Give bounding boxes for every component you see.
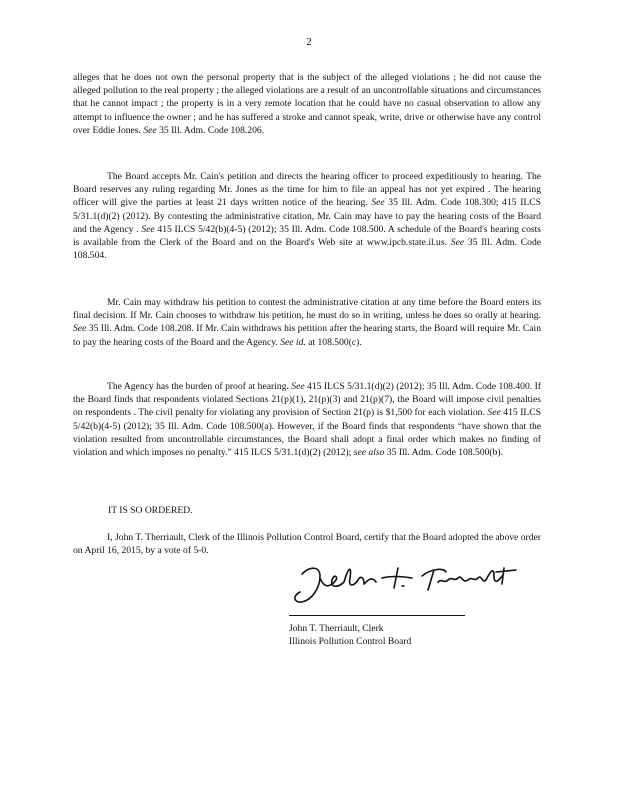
citation-signal: See bbox=[73, 323, 87, 335]
signature-line bbox=[289, 615, 465, 616]
certification-paragraph: I, John T. Therriault, Clerk of the Illinois Pollution Control Board, certify that the Board adopted the above order on April 16, 2015, by a vote of 5-0. bbox=[73, 532, 541, 557]
citation-signal: See id. bbox=[280, 336, 306, 348]
handwritten-signature bbox=[290, 558, 540, 608]
paragraph-text: Mr. Cain may withdraw his petition to contest the administrative citation at any time before the Board enters its final decision. If Mr. Cain chooses to withdraw his petition, he must do so in writing, unless he does so orally at hearing. bbox=[73, 297, 541, 322]
order-statement: IT IS SO ORDERED. bbox=[108, 505, 193, 516]
paragraph-text: 35 Ill. Adm. Code 108.208. If Mr. Cain withdraws his petition after the hearing starts, the Board will require Mr. Cain to pay the hearing costs of the Board and the Agency. bbox=[73, 323, 541, 348]
paragraph-text: 415 ILCS 5/42(b)(4-5) (2012); 35 Ill. Adm. Code 108.500. A schedule of the Board's hearing costs is available from the Clerk of the Board and on the Board's Web site at www.ipcb.state.il.us. bbox=[73, 223, 541, 249]
paragraph-burden-of-proof bbox=[73, 380, 541, 459]
paragraph-text: alleges that he does not own the personal property that is the subject of the alleged violations ; he did not cause the alleged pollution to the real property ; the alleged violations are a result of an uncontrollable situations and circumstances that he cannot impact ; the property is in a very remote location that he could have no casual observation to allow any attempt to influence the owner ; and he has suffered a stroke and cannot speak, write, drive or otherwise have any control over Eddie Jones. bbox=[73, 72, 541, 136]
citation-signal: See bbox=[371, 197, 385, 209]
paragraph-text: 415 ILCS 5/42(b)(4-5) (2012); 35 Ill. Adm. Code 108.500(a). However, if the Board finds that respondents “have shown that the violation resulted from uncontrollable circumstances, the Board shall adopt a final order which makes no finding of violation and which imposes no penalty.” 415 ILCS 5/31.1(d)(2) (2012); bbox=[73, 407, 541, 459]
citation-signal: see also bbox=[353, 447, 385, 459]
citation-signal: See bbox=[141, 223, 155, 235]
citation-signal: See bbox=[291, 381, 305, 392]
citation: at 108.500(c). bbox=[308, 336, 362, 348]
paragraph-text: 415 ILCS 5/31.1(d)(2) (2012); 35 Ill. Adm. Code 108.400. If the Board finds that respondents violated Sections 21(p)(1), 21(p)(3) and 21(p)(7), the Board will impose civil penalties on respondents . The civil penalty for violating any provision of Section 21(p) is $1,500 for each violation. bbox=[73, 381, 541, 419]
paragraph-text: The Board accepts Mr. Cain's petition and directs the hearing officer to proceed expeditiously to hearing. The Board reserves any ruling regarding Mr. Jones as the time for him to file an appeal has not yet expired . The hearing officer will give the parties at least 21 days written notice of the hearing. bbox=[73, 171, 541, 209]
signer-block bbox=[289, 622, 411, 648]
citation-signal: See bbox=[450, 237, 465, 249]
signer-name: John T. Therriault, Clerk bbox=[289, 623, 384, 634]
citation: 35 Ill. Adm. Code 108.500(b). bbox=[386, 447, 504, 459]
citation: 35 Ill. Adm. Code 108.206. bbox=[159, 124, 265, 136]
paragraph-hearing bbox=[73, 170, 541, 262]
citation-signal: See bbox=[143, 124, 157, 136]
paragraph-withdrawal bbox=[73, 296, 541, 349]
paragraph-text: 35 Ill. Adm. Code 108.300; 415 ILCS 5/31.1(d)(2) (2012). By contesting the administrative citation, Mr. Cain may have to pay the hearing costs of the Board and the Agency . bbox=[73, 197, 542, 235]
signer-title: Illinois Pollution Control Board bbox=[289, 636, 412, 647]
paragraph-text: The Agency has the burden of proof at hearing. bbox=[107, 381, 289, 392]
citation: 35 Ill. Adm. Code 108.504. bbox=[73, 237, 542, 262]
citation-signal: See bbox=[487, 407, 501, 419]
page-number: 2 bbox=[306, 36, 312, 48]
paragraph-allegations bbox=[73, 71, 541, 137]
